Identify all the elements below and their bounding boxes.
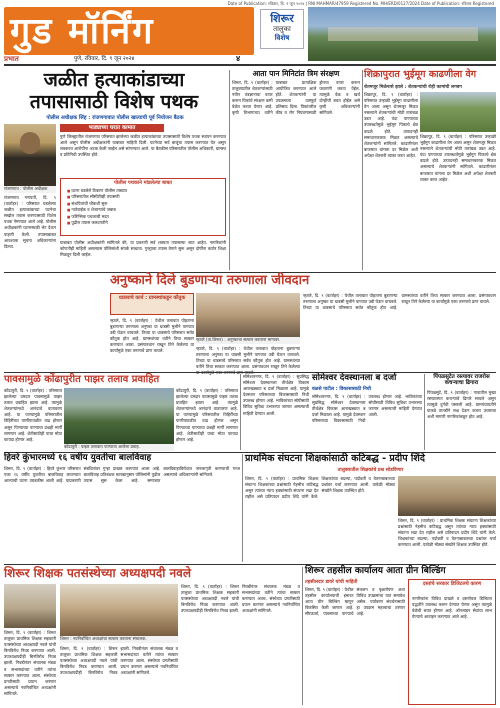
story9-body: शिरूर, दि. ९ (वार्ताहर) : प्राथमिक शिक्षक संघटना शिक्षकांच्या प्रश्नांसाठी नेहमीच कटिबद्ध असून त्यांच्या न्याय हक्कांसाठी संघटना लढा देत राहील असे प्रतिपादन प्रदीप शिंदे यांनी केले. शिक्षकांच्या बदल्या, पदोन्नती व वेतनाबाबतच्या प्रश्नांवर चर्चा करण्यात आली. यावेळी मोठ्या संख्येने शिक्षक उपस्थित होते. [245, 476, 395, 500]
story10-body-mid: शिरूर, दि. ९ (वार्ताहर) : शिरूर तालुका प्राथमिक शिक्षक सहकारी पतसंस्थेच्या अध्यक्षपदी नवले यांची बिनविरोध निवड करण्यात आली. उपाध्यक्षपदीही बिनविरोध निवड झाली. निवडीनंतर संचालक मंडळ व सभासदांच्या वतीने त्यांचा सत्कार करण्यात आला. संस्थेच्या प्रगतीसाठी प्रयत्न करणार असल्याचे नवनिर्वाचित अध्यक्षांनी सांगितले. [60, 646, 178, 676]
brand-name: प्रभात [4, 55, 19, 63]
pond-overflow-photo [64, 388, 174, 444]
edition-line-3: विशेष [274, 34, 290, 42]
masthead [4, 7, 496, 63]
column-rule [240, 374, 241, 450]
story5-photo-caption: कोंढापुरी : पाझर तलावात पाण्याचा आलेला प्रवाह. [64, 444, 174, 451]
story3-body-cont: शिक्रापूर, दि. ९ (वार्ताहर) : परिसरात उन्हाळी भुईमूग काढणीला वेग आला असून शेतमजूर मिळत नसल्याने शेतकऱ्यांची मोठी तारांबळ उडत आहे. यंदा पाण्याच्या उपलब्धतेमुळे भुईमूग पिकाचे क्षेत्र वाढले होते. उत्पादनही समाधानकारक मिळत असल्याचे शेतकऱ्यांनी सांगितले. काढणीनंतर बाजारात चांगला दर मिळेल अशी अपेक्षा शेतकरी व्यक्त करत आहेत. [420, 134, 496, 182]
newspaper-logo: गुड मॉर्निंग [10, 10, 155, 52]
story6-subhead: वळसे पाटील : विकासासाठी निधी [312, 387, 371, 392]
groundnut-harvest-photo [420, 92, 496, 132]
story8-body: शिरूर, दि. ९ (वार्ताहर) : हिवरे कुंभार परिसरात एका १६ वर्षीय युवतीचा बालविवाह लावण्यात आल्याची घटना उघडकीस आली आहे. याप्रकरणी संबंधितांवर गुन्हा दाखल करण्यात आला आहे. बालविवाह प्रतिबंधक कायद्यानुसार पोलिसांनी पुढील तपास सुरू केला आहे. समाजात बालविवाहाविरोधात जनजागृती करण्याची गरज असल्याचे अधिकाऱ्यांनी सांगितले. [4, 466, 240, 484]
story10-body-left: शिरूर, दि. ९ (वार्ताहर) : शिरूर तालुका प्राथमिक शिक्षक सहकारी पतसंस्थेच्या अध्यक्षपदी नवले यांची बिनविरोध निवड करण्यात आली. उपाध्यक्षपदीही बिनविरोध निवड झाली. निवडीनंतर संचालक मंडळ व सभासदांच्या वतीने त्यांचा सत्कार करण्यात आला. संस्थेच्या प्रगतीसाठी प्रयत्न करणार असल्याचे नवनिर्वाचित अध्यक्षांनी सांगितले. [4, 630, 56, 696]
story4-inset-box: धाडसाचे कार्य : ग्रामस्थांकडून कौतुक [110, 293, 194, 315]
story1-headline-1: जळीत हत्याकांडाच्या [43, 69, 185, 91]
column-rule [229, 70, 230, 270]
masthead-landscape-photo [308, 7, 496, 61]
story4-felicitation-photo [196, 293, 300, 337]
story4-body-right: न्हावरे, दि. ९ (वार्ताहर) : येथील तलावात पोहताना बुडणाऱ्या तरुणाला अनुष्का या धाडसी मुलीने पाण्यात उडी घेऊन वाचवले. तिच्या या धाडसाचे परिसरात सर्वत्र कौतुक होत आहे. ग्रामस्थांच्या वतीने तिचा सत्कार करण्यात आला. प्रसंगावधान राखून तिने केलेल्या या कार्यामुळे एका तरुणाचे प्राण वाचले. [303, 293, 496, 311]
story10-headline: शिरूर शिक्षक पतसंस्थेच्या अध्यक्षपदी नवले [4, 566, 191, 580]
police-officer-photo [4, 124, 56, 186]
story1-headline-2: तपासासाठी विशेष पथक [29, 91, 199, 113]
story3-subhead: शेतमजूर मिळेनासे झाले : शेतकऱ्यांची रोही कामांची लगबग [364, 85, 462, 90]
story10-photo-caption: शिरूर : नवनिर्वाचित अध्यक्षांचा सत्कार करताना संचालक. [60, 636, 178, 643]
teachers-meeting-photo [398, 476, 496, 516]
story4-body-mid: न्हावरे, दि. ९ (वार्ताहर) : येथील तलावात पोहताना बुडणाऱ्या तरुणाला अनुष्का या धाडसी मुलीने पाण्यात उडी घेऊन वाचवले. तिच्या या धाडसाचे परिसरात सर्वत्र कौतुक होत आहे. ग्रामस्थांच्या वतीने तिचा सत्कार करण्यात आला. प्रसंगावधान राखून तिने केलेल्या [196, 346, 300, 370]
story1-inline-heading: भाड्याच्या घरात कामात [60, 124, 164, 132]
story11-box-body: नागरिकांना विविध दाखले व दस्तऐवज डिजिटल पद्धतीने उपलब्ध करून देण्यात येणार असून त्यामुळे वेळेची बचत होणार आहे. ऑनलाइन सेवांचा लाभ घेण्याचे आवाहन करण्यात आले आहे. [412, 596, 492, 620]
list-item: ■ पुढील तपास जलदगतीने [67, 220, 221, 226]
story11-headline: शिरूर तहसील कार्यालय आता ग्रीन बिल्डिंग [305, 566, 446, 576]
story5-body-right: कोंढापुरी, दि. ९ (वार्ताहर) : परिसरात झालेल्या दमदार पावसामुळे पाझर तलाव प्रवाहित झाला आहे. त्यामुळे शेतकऱ्यांमध्ये आनंदाचे वातावरण आहे. या पाण्यामुळे परिसरातील विहिरींच्या पाणीपातळीत वाढ होणार असून पिण्याच्या पाण्याचा प्रश्नही मार्गी लागणार आहे. शेतीसाठीही याचा मोठा फायदा होणार आहे. [176, 388, 238, 442]
list-item: ■ परिसरातील सीसीटीव्ही तपासणी [67, 194, 221, 200]
story11-box-title: दस्तांचे सरकार डिजिटलचे कारण [422, 581, 482, 587]
list-item: ■ संशयितांची चौकशी सुरू [67, 201, 221, 207]
story11-side-box [408, 579, 496, 705]
story1-box-list [67, 188, 221, 226]
story2-body: शिरूर, दि. ९ (वार्ताहर) : तालुक्यातील शेतकऱ्यांसाठी नवीन तंत्रज्ञानाचा वापर करून पिकांचे संरक्षण कमी वेळेत करता येणार आहे. कृषी विभागाच्या वतीने याबाबत प्रात्यक्षिक आयोजित करण्यात आले होते. शेतकऱ्यांनी या उपक्रमाला उत्स्फूर्त प्रतिसाद दिला. पिकांवरील कीड व रोग नियंत्रणासाठी ड्रोनचा वापर करून फवारणी करता येईल. त्यामुळे वेळ व खर्च दोन्हींची बचत होईल असे कृषी अधिकाऱ्यांनी सांगितले. [232, 80, 360, 116]
story4-body-left: न्हावरे, दि. ९ (वार्ताहर) : येथील तलावात पोहताना बुडणाऱ्या तरुणाला अनुष्का या धाडसी मुलीने पाण्यात उडी घेऊन वाचवले. तिच्या या धाडसाचे परिसरात सर्वत्र कौतुक होत आहे. ग्रामस्थांच्या वतीने तिचा सत्कार करण्यात आला. प्रसंगावधान राखून तिने केलेल्या या कार्यामुळे एका तरुणाचे प्राण वाचले. [110, 318, 194, 354]
story5-body-left: कोंढापुरी, दि. ९ (वार्ताहर) : परिसरात झालेल्या दमदार पावसामुळे पाझर तलाव प्रवाहित झाला आहे. त्यामुळे शेतकऱ्यांमध्ये आनंदाचे वातावरण आहे. या पाण्यामुळे परिसरातील विहिरींच्या पाणीपातळीत वाढ होणार असून पिण्याच्या पाण्याचा प्रश्नही मार्गी लागणार आहे. शेतीसाठीही याचा मोठा फायदा होणार आहे. [4, 388, 62, 442]
story1-photo-caption: रांजणगाव : पोलीस अधीक्षक [4, 186, 56, 193]
story9-body-cont: शिरूर, दि. ९ (वार्ताहर) : प्राथमिक शिक्षक संघटना शिक्षकांच्या प्रश्नांसाठी नेहमीच कटिबद्ध असून त्यांच्या न्याय हक्कांसाठी संघटना लढा देत राहील असे प्रतिपादन प्रदीप शिंदे यांनी केले. शिक्षकांच्या बदल्या, पदोन्नती व वेतनाबाबतच्या प्रश्नांवर चर्चा करण्यात आली. यावेळी मोठ्या संख्येने शिक्षक उपस्थित होते. [398, 518, 496, 548]
list-item: ■ घटना घडलेले ठिकाण पोलीस ताब्यात [67, 188, 221, 194]
story8-headline: हिवरे कुंभारमध्ये १६ वर्षीय युवतीचा बालविवाह [4, 453, 152, 463]
story10-felicitation-photo [60, 584, 178, 636]
story3-body: शिक्रापूर, दि. ९ (वार्ताहर) : परिसरात उन्हाळी भुईमूग काढणीला वेग आला असून शेतमजूर मिळत नसल्याने शेतकऱ्यांची मोठी तारांबळ उडत आहे. यंदा पाण्याच्या उपलब्धतेमुळे भुईमूग पिकाचे क्षेत्र वाढले होते. उत्पादनही समाधानकारक मिळत असल्याचे शेतकऱ्यांनी सांगितले. काढणीनंतर बाजारात चांगला दर मिळेल अशी अपेक्षा शेतकरी व्यक्त करत आहेत. [364, 92, 418, 158]
column-rule [302, 567, 303, 705]
logo-banner [4, 7, 254, 55]
page-number: ४ [236, 54, 241, 63]
story3-headline: शिक्रापुरात भुईमूग काढणीला वेग [364, 69, 477, 80]
story1-points-box [60, 178, 226, 236]
story1-body-left: रांजणगाव गणपती, दि. ९ (वार्ताहर) : परिसरात घडलेल्या जळीत हत्याकांडाच्या घटनेचा सखोल तपास करण्यासाठी विशेष पथक नेमण्यात आले आहे. पोलीस अधीक्षकांनी घटनास्थळी भेट देऊन पाहणी केली. तपासाबाबत आवश्यक सूचना अधिकाऱ्यांना दिल्या. [4, 195, 56, 249]
column-rule [362, 70, 363, 270]
story7-headline: पिंपळसुटेत रस्त्यावर राजरोस कचऱ्याचा ढिगारा [433, 374, 490, 387]
story1-body-bottom: याबाबत पोलीस अधीक्षकांनी सांगितले की, या प्रकरणी सर्व शक्यता तपासल्या जात आहेत. नागरिकांनी कोणतीही माहिती असल्यास पोलिसांशी संपर्क साधावा. गुन्ह्याचा तपास वेगाने सुरू असून दोषींना कठोर शिक्षा मिळवून दिली जाईल. [60, 240, 226, 258]
story7-body: पिंपळसुटे, दि. ९ (वार्ताहर) : गावातील मुख्य रस्त्यालगत कचऱ्याचे ढिगारे साचले असून त्यामुळे दुर्गंधी पसरली आहे. ग्रामपंचायतीने याकडे तातडीने लक्ष देऊन कचरा उचलावा अशी मागणी नागरिकांकडून होत आहे. [427, 390, 496, 420]
masthead-rule [4, 64, 496, 66]
story10-side-photo [4, 584, 56, 628]
story4-headline: अनुष्काने दिले बुडणाऱ्या तरुणाला जीवदान [110, 273, 310, 288]
issue-date: पुणे, रविवार, दि. ९ जून २०२४ [74, 56, 135, 62]
edition-line-2: तालुका [273, 25, 291, 33]
column-rule [424, 374, 425, 450]
story1-subhead: पोलीस अधीक्षक सिंह : रांजणगावात पोलीस खात्याची पूर्व नियोजन बैठक [46, 115, 184, 121]
edition-badge [260, 9, 304, 49]
edition-line-1: शिरूर [270, 12, 294, 25]
story4-photo-caption: न्हावरे (ता.शिरूर) : अनुष्काचा सत्कार करताना मान्यवर. [196, 337, 300, 344]
story10-body-right: शिरूर, दि. ९ (वार्ताहर) : शिरूर तालुका प्राथमिक शिक्षक सहकारी पतसंस्थेच्या अध्यक्षपदी नवले यांची बिनविरोध निवड करण्यात आली. उपाध्यक्षपदीही बिनविरोध निवड झाली. निवडीनंतर संचालक मंडळ व सभासदांच्या वतीने त्यांचा सत्कार करण्यात आला. संस्थेच्या प्रगतीसाठी प्रयत्न करणार असल्याचे नवनिर्वाचित अध्यक्षांनी सांगितले. [181, 584, 300, 614]
story2-headline: आता पान मिनिटांत त्रिम संरक्षण [252, 69, 340, 78]
story11-subhead: तहसीलदार डावरे यांची माहिती [305, 580, 358, 585]
story6-continued-text: सोमेश्वरनगर, दि. ९ (वार्ताहर) : सुप्रसिद्ध सोमेश्वर देवस्थानला तीर्थक्षेत्र विकास आराखड्यात ब दर्जा मिळाला आहे. यामुळे देवस्थान परिसराच्या विकासासाठी निधी उपलब्ध होणार आहे. भाविकांच्या सोयीसाठी विविध सुविधा उभारल्या जाणार असल्याची माहिती देण्यात आली. [243, 374, 309, 416]
publication-info-line: Date of Publication: रविवार, दि. ९ जून २०२४ | RNI MAHMAR/47959 Registered No. MH/ERD/0127/2024 Date of Publication: रविवार Registered [227, 1, 494, 6]
section-rule [4, 372, 496, 373]
story9-headline: प्राथमिक संघटना शिक्षकांसाठी कटिबद्ध - प्रदीप शिंदे [245, 453, 425, 464]
story1-body-top: पुणे जिल्ह्यातील रांजणगाव परिसरात झालेल्या जळीत हत्याकांडाच्या तपासासाठी विशेष पथक स्थापन करण्यात आले असून पोलीस अधीक्षकांनी याबाबत माहिती दिली. घटनेच्या सर्व बाजूंचा तपास करण्यात येत असून लवकरच आरोपींना अटक केली जाईल असे सांगण्यात आले. या बैठकीस परिसरातील पोलीस अधिकारी, ग्रामस्थ व प्रतिनिधी उपस्थित होते. [60, 134, 226, 158]
story6-body: सोमेश्वरनगर, दि. ९ (वार्ताहर) : सुप्रसिद्ध सोमेश्वर देवस्थानला तीर्थक्षेत्र विकास आराखड्यात ब दर्जा मिळाला आहे. यामुळे देवस्थान परिसराच्या विकासासाठी निधी उपलब्ध होणार आहे. भाविकांच्या सोयीसाठी विविध सुविधा उभारल्या जाणार असल्याची माहिती देण्यात आली. [312, 394, 422, 424]
list-item: ■ नातेवाईक व शेजाऱ्यांचे जबाब [67, 207, 221, 213]
column-rule [242, 454, 243, 562]
section-rule [4, 564, 496, 565]
story5-headline: पावसामुळे कोंढापुरीत पाझर तलाव प्रवाहित [4, 374, 160, 385]
list-item: ■ फॉरेन्सिक पथकाची मदत [67, 214, 221, 220]
story11-body: शिरूर, दि. ९ (वार्ताहर) : येथील तहसील कार्यालयाची इमारत आता ग्रीन बिल्डिंग म्हणून विकसित केली जाणार आहे. सौरऊर्जा, पावसाच्या पाण्याचे संकलन व वृक्षारोपण अशा विविध उपक्रमांचा यात समावेश असेल. पर्यावरण संवर्धनासाठी हा उपक्रम महत्त्वाचा ठरणार आहे. [305, 587, 405, 617]
story6-headline: सोमेश्वर देवस्थानला ब दर्जा [312, 373, 397, 383]
story1-box-title: पोलीस पथकाने मांडलेल्या बाबत [113, 180, 173, 186]
story9-subhead: तालुक्यातील शिक्षकांचे प्रश्न सोडविणार [337, 468, 404, 473]
